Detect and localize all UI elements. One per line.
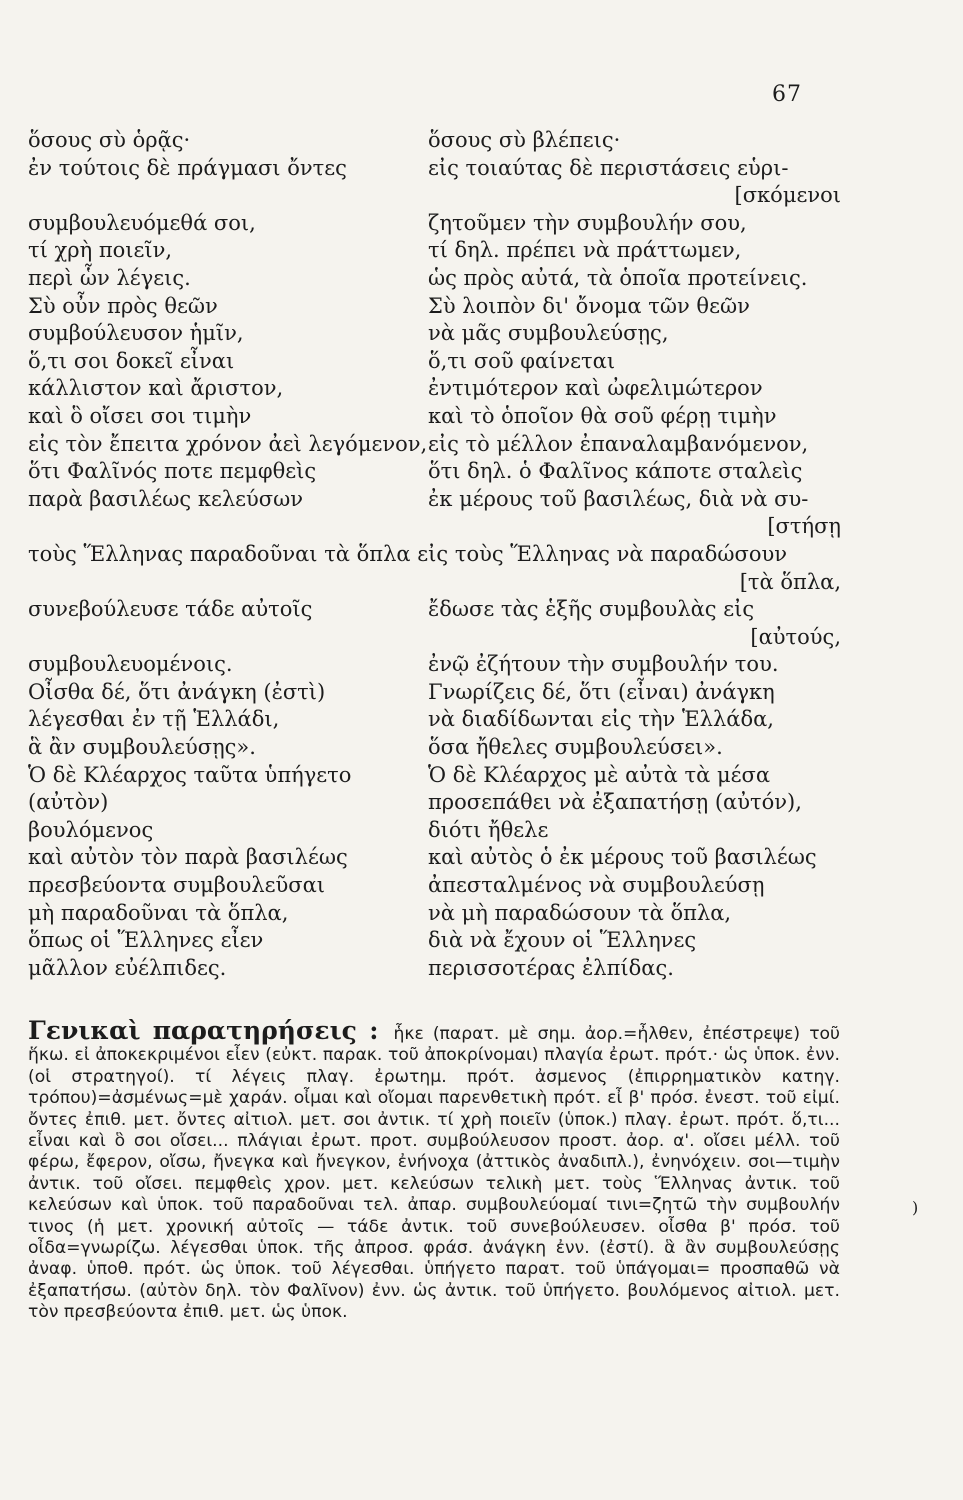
translation-continuation: [σκόμενοι xyxy=(734,183,841,208)
ancient-greek-line: συμβουλευόμεθά σοι, xyxy=(28,210,256,235)
translation-line: τί δηλ. πρέπει νὰ πράττωμεν, xyxy=(428,238,742,263)
translation-line: ἔδωσε τὰς ἑξῆς συμβουλὰς εἰς xyxy=(428,597,755,622)
ancient-greek-line: ὅτι Φαλῖνός ποτε πεμφθεὶς xyxy=(28,459,317,484)
translation-line: νὰ μᾶς συμβουλεύσῃς, xyxy=(428,321,669,346)
text-line xyxy=(0,238,963,266)
text-line xyxy=(0,459,963,487)
text-line xyxy=(0,790,963,818)
translation-continuation: [τὰ ὅπλα, xyxy=(739,569,841,594)
general-remarks-heading: Γενικαὶ παρατηρήσεις : xyxy=(28,1016,379,1045)
text-line xyxy=(0,349,963,377)
ancient-greek-line: (αὐτὸν) xyxy=(28,790,109,815)
text-line xyxy=(0,183,963,211)
text-line xyxy=(0,763,963,791)
parallel-text xyxy=(0,128,963,983)
text-line xyxy=(0,845,963,873)
ancient-greek-line: Ὁ δὲ Κλέαρχος ταῦτα ὑπήγετο xyxy=(28,762,352,787)
margin-mark: ) xyxy=(912,1198,919,1217)
translation-line: Σὺ λοιπὸν δι' ὄνομα τῶν θεῶν xyxy=(428,293,750,318)
translation-line: εἰς τοιαύτας δὲ περιστάσεις εὑρι- xyxy=(428,155,789,180)
ancient-greek-line: κάλλιστον καὶ ἄριστον, xyxy=(28,376,284,401)
ancient-greek-line: Οἶσθα δέ, ὅτι ἀνάγκη (ἐστὶ) xyxy=(28,679,326,704)
translation-line: Ὁ δὲ Κλέαρχος μὲ αὐτὰ τὰ μέσα xyxy=(428,762,771,787)
general-remarks xyxy=(28,1016,840,1324)
ancient-greek-line: μᾶλλον εὐέλπιδες. xyxy=(28,955,227,980)
text-line xyxy=(0,432,963,460)
text-line xyxy=(0,404,963,432)
ancient-greek-line: συμβούλευσον ἡμῖν, xyxy=(28,321,244,346)
text-line xyxy=(0,156,963,184)
ancient-greek-line: ἐν τούτοις δὲ πράγμασι ὄντες xyxy=(28,155,347,180)
full-width-line: τοὺς Ἕλληνας παραδοῦναι τὰ ὅπλα εἰς τοὺς Ἕλληνας νὰ παραδώσουν xyxy=(28,541,788,566)
text-line xyxy=(0,376,963,404)
text-line xyxy=(0,487,963,515)
text-line xyxy=(0,211,963,239)
translation-line: ἐνῷ ἐζήτουν τὴν συμβουλήν του. xyxy=(428,652,779,677)
ancient-greek-line: ἃ ἂν συμβουλεύσῃς». xyxy=(28,735,256,760)
text-line xyxy=(0,514,963,542)
translation-line: ὅ,τι σοῦ φαίνεται xyxy=(428,348,616,373)
text-line xyxy=(0,873,963,901)
text-line xyxy=(0,128,963,156)
translation-line: ὡς πρὸς αὐτά, τὰ ὁποῖα προτείνεις. xyxy=(428,265,808,290)
translation-line: ὅσα ἤθελες συμβουλεύσει». xyxy=(428,735,723,760)
text-line xyxy=(0,956,963,984)
ancient-greek-line: ὅ,τι σοι δοκεῖ εἶναι xyxy=(28,348,235,373)
translation-line: διότι ἤθελε xyxy=(428,817,549,842)
page-number: 67 xyxy=(772,82,802,107)
ancient-greek-line: μὴ παραδοῦναι τὰ ὅπλα, xyxy=(28,900,289,925)
ancient-greek-line: ὅσους σὺ ὁρᾷς· xyxy=(28,128,191,152)
translation-line: ὅσους σὺ βλέπεις· xyxy=(428,128,621,152)
translation-line: νὰ διαδίδωνται εἰς τὴν Ἑλλάδα, xyxy=(428,707,774,732)
text-line xyxy=(0,928,963,956)
translation-line: καὶ τὸ ὁποῖον θὰ σοῦ φέρῃ τιμὴν xyxy=(428,403,777,428)
translation-line: ὅτι δηλ. ὁ Φαλῖνος κάποτε σταλεὶς xyxy=(428,459,803,484)
translation-continuation: [αὐτούς, xyxy=(750,624,841,649)
translation-line: εἰς τὸ μέλλον ἐπαναλαμβανόμενον, xyxy=(428,431,809,456)
ancient-greek-line: εἰς τὸν ἔπειτα χρόνον ἀεὶ λεγόμενον, xyxy=(28,431,428,456)
text-line xyxy=(0,321,963,349)
text-line xyxy=(0,542,963,570)
ancient-greek-line: πρεσβεύοντα συμβουλεῦσαι xyxy=(28,873,326,898)
text-line xyxy=(0,735,963,763)
text-line xyxy=(0,294,963,322)
translation-line: διὰ νὰ ἔχουν οἱ Ἕλληνες xyxy=(428,928,697,953)
ancient-greek-line: λέγεσθαι ἐν τῇ Ἑλλάδι, xyxy=(28,707,280,732)
text-line xyxy=(0,680,963,708)
text-line xyxy=(0,570,963,598)
translation-line: ἀπεσταλμένος νὰ συμβουλεύσῃ xyxy=(428,873,765,898)
translation-line: ζητοῦμεν τὴν συμβουλήν σου, xyxy=(428,210,747,235)
text-line xyxy=(0,625,963,653)
text-line xyxy=(0,652,963,680)
translation-line: ἐκ μέρους τοῦ βασιλέως, διὰ νὰ συ- xyxy=(428,486,809,511)
text-line xyxy=(0,901,963,929)
translation-line: καὶ αὐτὸς ὁ ἐκ μέρους τοῦ βασιλέως xyxy=(428,845,817,870)
ancient-greek-line: περὶ ὧν λέγεις. xyxy=(28,265,191,290)
general-remarks-text: ἧκε (παρατ. μὲ σημ. ἀορ.=ἦλθεν, ἐπέστρεψε) τοῦ ἥκω. εἰ ἀποκεκριμένοι εἶεν (εὐκτ. παρακ. τοῦ ἀποκρίνομαι) πλαγία ἐρωτ. πρότ.· ὡς ὑποκ. ἐνν. (οἱ στρατηγοί). τί λέγεις πλαγ. ἐρωτημ. πρότ. ἀσμενος (ἐπιρρηματικὸν κατηγ. τρόπου)=ἀσμένως=μὲ χαράν. οἶμαι καὶ οἴομαι παρενθετικὴ πρότ. εἶ β' πρόσ. ἐνεστ. τοῦ εἰμί. ὄντες ἐπιθ. μετ. ὄντες αἰτιολ. μετ. σοι ἀντικ. τί χρὴ ποιεῖν (ὑποκ.) πλαγ. ἐρωτ. πρότ. ὅ,τι... εἶναι καὶ ὃ σοι οἴσει... πλάγιαι ἐρωτ. προτ. συμβούλευσον προστ. ἀορ. α'. οἴσει μέλλ. τοῦ φέρω, ἔφερον, οἴσω, ἤνεγκα καὶ ἤνεγκον, ἐνήνοχα (ἀττικὸς ἀναδιπλ.), ἐνηνόχειν. σοι—τιμὴν ἀντικ. τοῦ οἴσει. πεμφθεὶς χρον. μετ. κελεύσων τελικὴ μετ. τοὺς Ἕλληνας ἀντικ. τοῦ κελεύσων καὶ ὑποκ. τοῦ παραδοῦναι τελ. ἀπαρ. συμβουλεύομαί τινι=ζητῶ τὴν συμβουλήν τινος (ἡ μετ. χρονική αὐτοῖς — τάδε ἀντικ. τοῦ συνεβούλευσεν. οἶσθα β' πρόσ. τοῦ οἶδα=γνωρίζω. λέγεσθαι ὑποκ. τῆς ἀπροσ. φράσ. ἀνάγκη ἐνν. (ἐστί). ἃ ἂν συμβουλεύσῃς ἀναφ. ὑποθ. πρότ. ὡς ὑποκ. τοῦ λέγεσθαι. ὑπήγετο παρατ. τοῦ ὑπάγομαι= προσπαθῶ νὰ ἐξαπατήσω. (αὐτὸν δηλ. τὸν Φαλῖνον) ἐνν. ὡς ἀντικ. τοῦ ὑπήγετο. βουλόμενος αἰτιολ. μετ. τὸν πρεσβεύοντα ἐπιθ. μετ. ὡς ὑποκ. xyxy=(28,1024,840,1323)
translation-line: προσεπάθει νὰ ἐξαπατήσῃ (αὐτόν), xyxy=(428,790,802,815)
translation-continuation: [στήσῃ xyxy=(767,514,841,539)
text-line xyxy=(0,266,963,294)
ancient-greek-line: παρὰ βασιλέως κελεύσων xyxy=(28,486,304,511)
ancient-greek-line: Σὺ οὖν πρὸς θεῶν xyxy=(28,293,218,318)
ancient-greek-line: καὶ αὐτὸν τὸν παρὰ βασιλέως xyxy=(28,845,348,870)
translation-line: περισσοτέρας ἐλπίδας. xyxy=(428,955,674,980)
text-line xyxy=(0,707,963,735)
text-line xyxy=(0,597,963,625)
ancient-greek-line: συμβουλευομένοις. xyxy=(28,652,233,677)
ancient-greek-line: συνεβούλευσε τάδε αὐτοῖς xyxy=(28,597,313,622)
ancient-greek-line: τί χρὴ ποιεῖν, xyxy=(28,238,173,263)
translation-line: Γνωρίζεις δέ, ὅτι (εἶναι) ἀνάγκη xyxy=(428,679,775,704)
text-line xyxy=(0,818,963,846)
translation-line: ἐντιμότερον καὶ ὠφελιμώτερον xyxy=(428,376,763,401)
ancient-greek-line: βουλόμενος xyxy=(28,817,154,842)
ancient-greek-line: καὶ ὃ οἴσει σοι τιμὴν xyxy=(28,403,252,428)
translation-line: νὰ μὴ παραδώσουν τὰ ὅπλα, xyxy=(428,900,732,925)
ancient-greek-line: ὅπως οἱ Ἕλληνες εἶεν xyxy=(28,928,264,953)
